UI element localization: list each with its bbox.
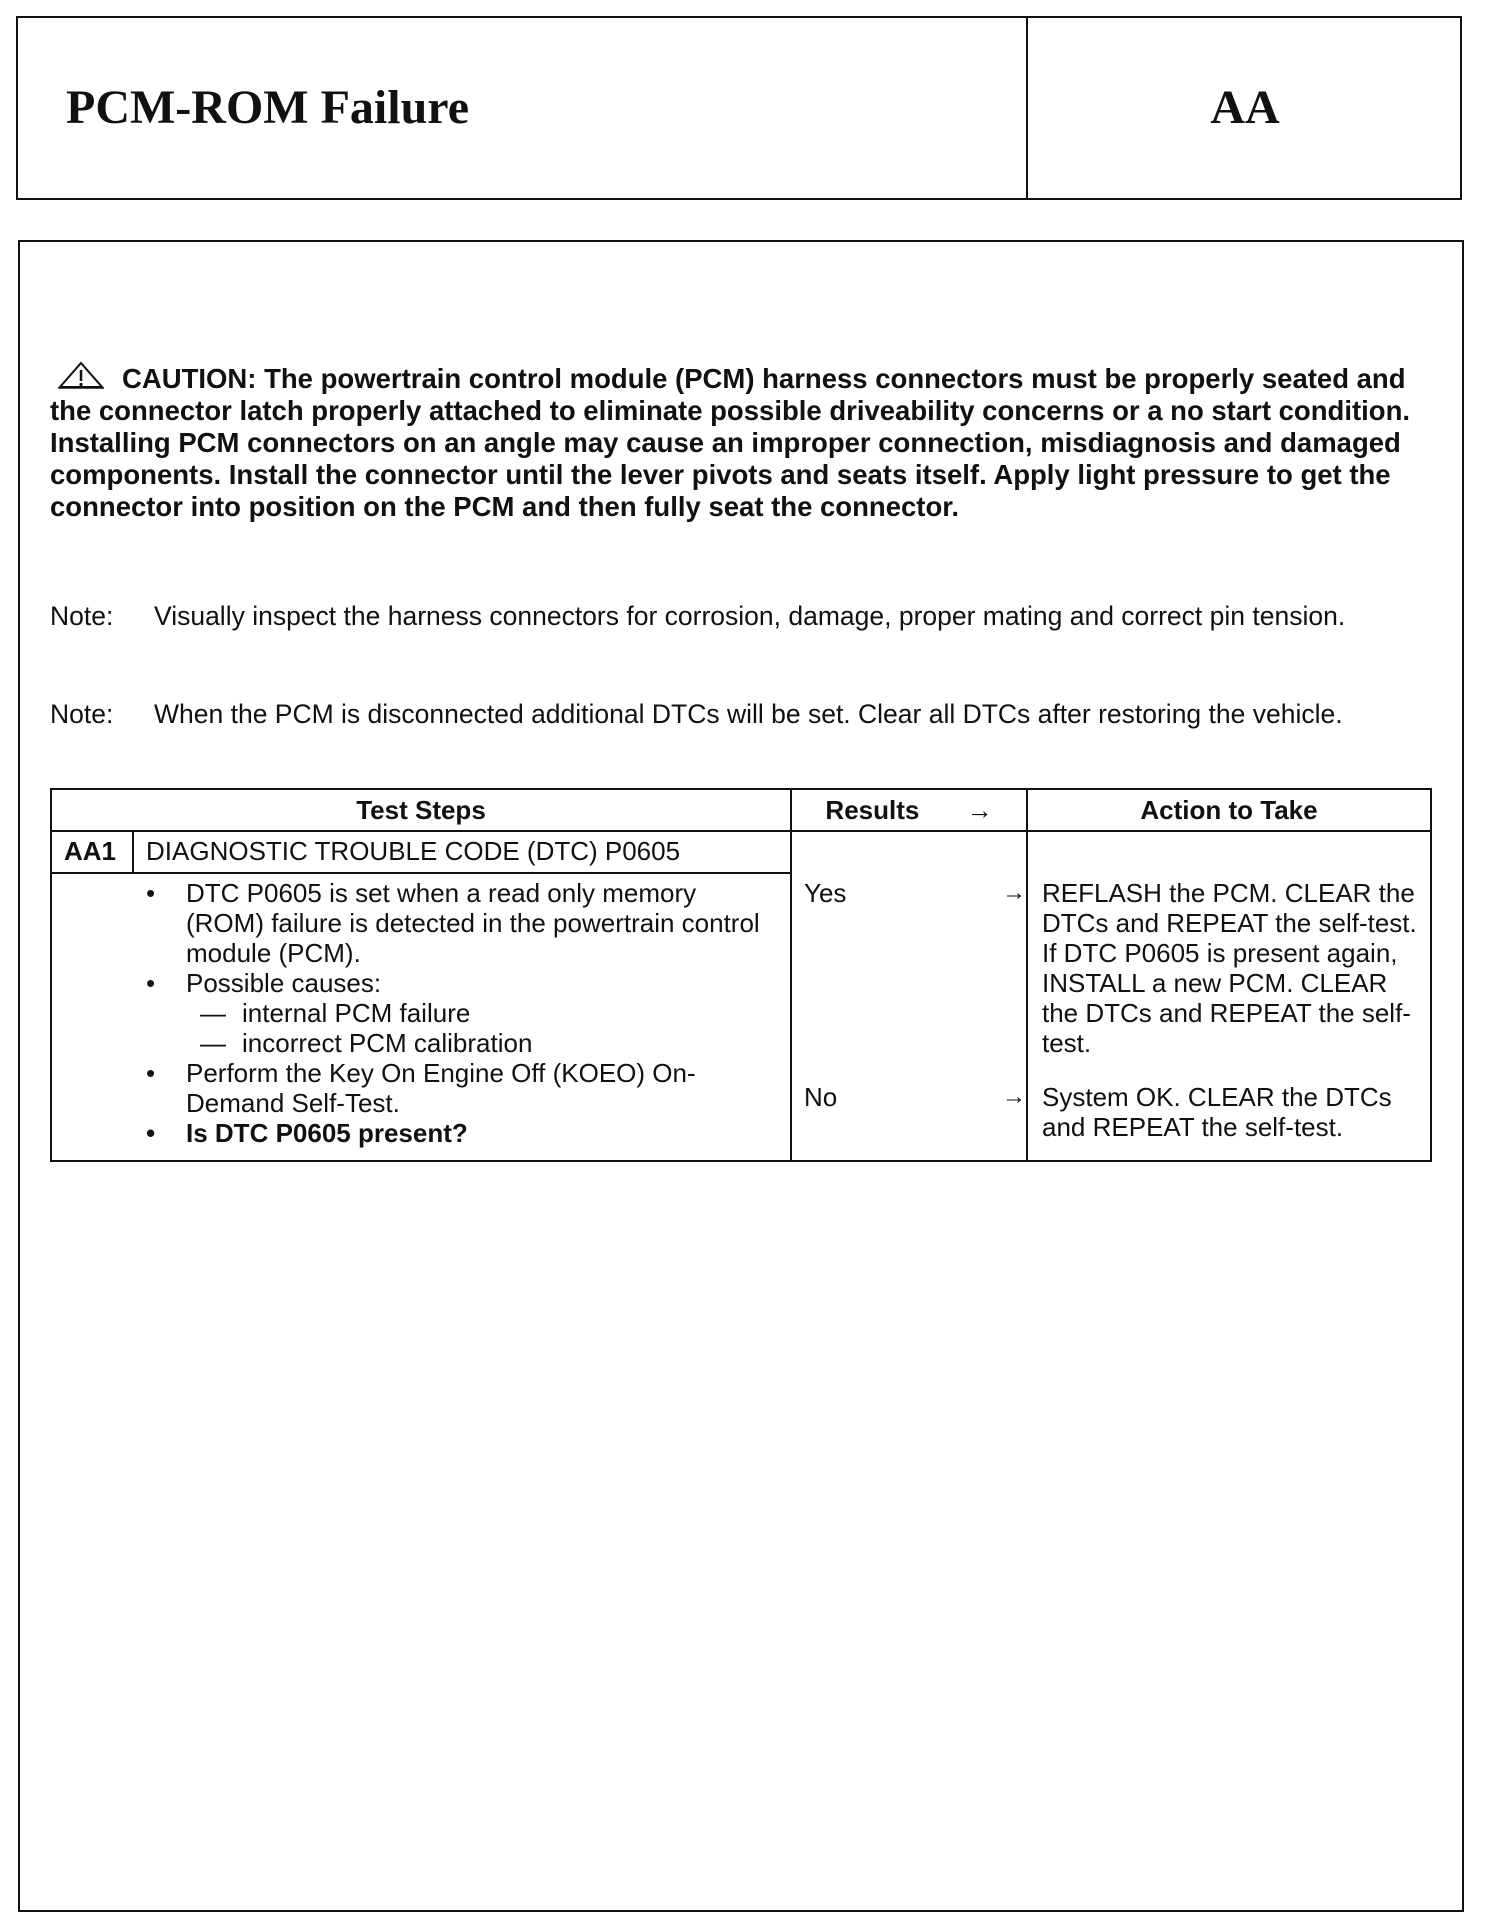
column-divider — [1026, 790, 1028, 1160]
list-item — [142, 878, 772, 968]
col-header-action: Action to Take — [1140, 795, 1318, 825]
step-item-text: Possible causes: — [186, 968, 382, 998]
step-item-text: incorrect PCM calibration — [242, 1028, 533, 1058]
section-code: AA — [1210, 81, 1280, 134]
note-label: Note: — [50, 601, 114, 631]
step-id-divider — [132, 830, 134, 872]
page-title: PCM-ROM Failure — [66, 81, 470, 134]
col-header-test-steps: Test Steps — [356, 795, 486, 825]
list-item — [142, 968, 772, 998]
step-item-text: DTC P0605 is set when a read only memory (ROM) failure is detected in the powertrain control module (PCM). — [186, 878, 760, 968]
step-item-text: Perform the Key On Engine Off (KOEO) On-Demand Self-Test. — [186, 1058, 696, 1118]
action-yes: REFLASH the PCM. CLEAR the DTCs and REPEAT the self-test. If DTC P0605 is present again, INSTALL a new PCM. CLEAR the DTCs and REPEAT the self-test. — [1042, 878, 1417, 1058]
result-yes-label: Yes — [804, 878, 847, 908]
step-title-rule — [52, 872, 790, 874]
bullet-icon: • — [146, 1118, 156, 1148]
note-dtc-clear — [50, 698, 1440, 730]
column-divider — [790, 790, 792, 1160]
result-no-label: No — [804, 1082, 838, 1112]
col-header-results — [792, 790, 1026, 830]
bullet-icon: • — [146, 878, 156, 908]
arrow-icon: → — [1002, 1083, 1026, 1110]
step-id: AA1 — [64, 836, 117, 866]
procedure-panel — [18, 240, 1464, 1912]
arrow-icon: → — [966, 795, 993, 825]
dash-icon: — — [200, 998, 226, 1028]
arrow-icon: → — [1002, 879, 1026, 906]
warning-triangle-icon — [58, 360, 104, 390]
note-text: When the PCM is disconnected additional DTCs will be set. Clear all DTCs after restoring the vehicle. — [154, 699, 1343, 729]
col-header-results-label: Results — [825, 795, 920, 825]
header-rule — [52, 830, 1430, 832]
caution-paragraph — [50, 360, 1440, 523]
step-item-text: internal PCM failure — [242, 998, 471, 1028]
bullet-icon: • — [146, 968, 156, 998]
note-harness-inspection — [50, 600, 1440, 632]
caution-text: CAUTION: The powertrain control module (PCM) harness connectors must be properly seated and the connector latch properly attached to eliminate possible driveability concerns or a no start condition. Installing PCM connectors on an angle may cause an improper connection, misdiagnosis and damaged components. Install the connector until the lever pivots and seats itself. Apply light pressure to get the connector into position on the PCM and then fully seat the connector. — [50, 363, 1411, 522]
action-no: System OK. CLEAR the DTCs and REPEAT the self-test. — [1042, 1082, 1392, 1142]
step-instructions — [142, 878, 772, 1148]
title-block — [16, 16, 1462, 200]
bullet-icon: • — [146, 1058, 156, 1088]
list-item — [142, 1118, 772, 1148]
list-item — [142, 998, 772, 1028]
note-text: Visually inspect the harness connectors for corrosion, damage, proper mating and correct pin tension. — [154, 601, 1346, 631]
step-title: DIAGNOSTIC TROUBLE CODE (DTC) P0605 — [146, 836, 681, 866]
list-item — [142, 1058, 772, 1118]
test-steps-table — [50, 788, 1432, 1162]
dash-icon: — — [200, 1028, 226, 1058]
note-label: Note: — [50, 699, 114, 729]
step-item-text: Is DTC P0605 present? — [186, 1118, 468, 1148]
list-item — [142, 1028, 772, 1058]
